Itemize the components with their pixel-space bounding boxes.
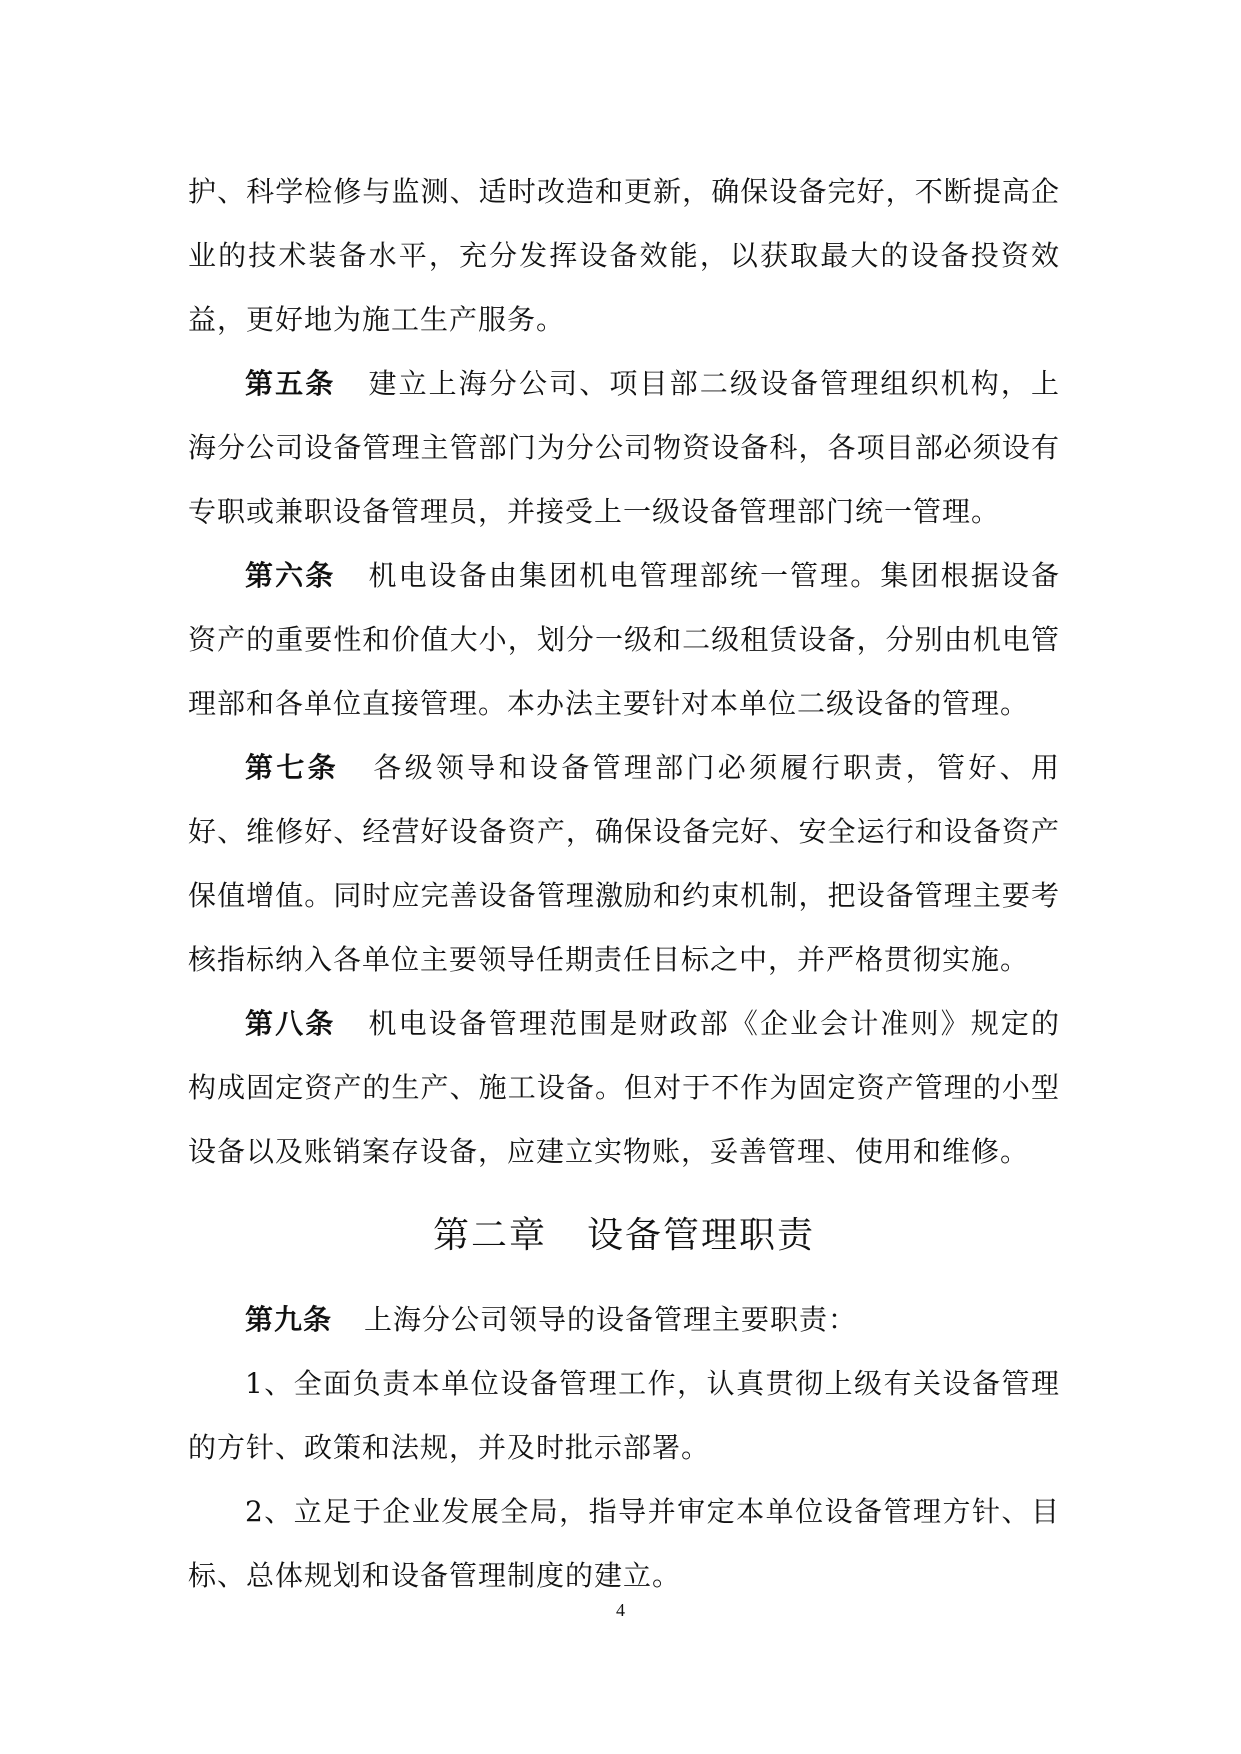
list-item	[188, 1480, 1060, 1608]
article-8	[188, 992, 1060, 1184]
document-body	[188, 160, 1060, 1608]
article-7	[188, 736, 1060, 992]
article-5	[188, 352, 1060, 544]
article-9	[188, 1288, 1060, 1352]
chapter-number: 第二章	[432, 1215, 547, 1256]
article-text: 机电设备由集团机电管理部统一管理。集团根据设备资产的重要性和价值大小，划分一级和二级租赁设备，分别由机电管理部和各单位直接管理。本办法主要针对本单位二级设备的管理。	[188, 559, 1060, 720]
article-text: 机电设备管理范围是财政部《企业会计准则》规定的构成固定资产的生产、施工设备。但对于不作为固定资产管理的小型设备以及账销案存设备，应建立实物账，妥善管理、使用和维修。	[188, 1007, 1060, 1168]
page-number: 4	[616, 1600, 625, 1620]
article-number: 第九条	[245, 1303, 333, 1336]
list-item-text: 1、全面负责本单位设备管理工作，认真贯彻上级有关设备管理的方针、政策和法规，并及时批示部署。	[188, 1367, 1060, 1464]
article-6	[188, 544, 1060, 736]
chapter-title: 设备管理职责	[587, 1215, 816, 1256]
chapter-heading	[188, 1184, 1060, 1288]
list-item-text: 2、立足于企业发展全局，指导并审定本单位设备管理方针、目标、总体规划和设备管理制度的建立。	[188, 1495, 1060, 1592]
paragraph-continued	[188, 160, 1060, 352]
list-item	[188, 1352, 1060, 1480]
article-text: 各级领导和设备管理部门必须履行职责，管好、用好、维修好、经营好设备资产，确保设备完好、安全运行和设备资产保值增值。同时应完善设备管理激励和约束机制，把设备管理主要考核指标纳入各单位主要领导任期责任目标之中，并严格贯彻实施。	[188, 751, 1060, 976]
article-number: 第七条	[245, 751, 339, 784]
article-number: 第五条	[245, 367, 336, 400]
article-number: 第六条	[245, 559, 336, 592]
paragraph-text: 护、科学检修与监测、适时改造和更新，确保设备完好，不断提高企业的技术装备水平，充分发挥设备效能，以获取最大的设备投资效益，更好地为施工生产服务。	[188, 175, 1060, 336]
article-text: 上海分公司领导的设备管理主要职责：	[364, 1303, 858, 1336]
article-text: 建立上海分公司、项目部二级设备管理组织机构，上海分公司设备管理主管部门为分公司物资设备科，各项目部必须设有专职或兼职设备管理员，并接受上一级设备管理部门统一管理。	[188, 367, 1060, 528]
article-number: 第八条	[245, 1007, 336, 1040]
